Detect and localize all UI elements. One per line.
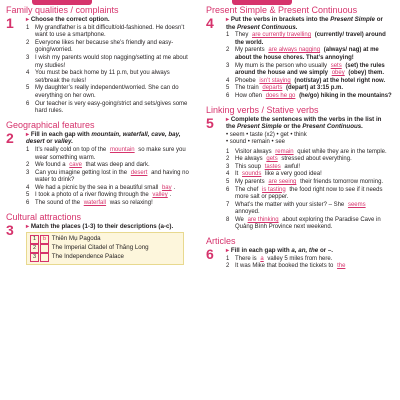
- answer-text: cave: [69, 162, 82, 169]
- list-item: 5 The train departs (depart) at 3:15 p.m.: [226, 85, 344, 92]
- exercise-3: [6, 223, 192, 266]
- answer-text: are always nagging: [268, 47, 321, 54]
- list-item: 4 We had a picnic by the sea in a beautiful small bay .: [26, 184, 176, 191]
- answer-text: are currently travelling: [252, 32, 312, 39]
- exercise-items: [26, 25, 192, 116]
- left-column: [6, 0, 192, 265]
- answer-text: are seeing: [268, 178, 297, 185]
- answer-text: is tasting: [262, 186, 286, 193]
- answer-text: are thinking: [247, 216, 279, 223]
- answer-text: obey: [331, 70, 345, 77]
- exercise-items: [226, 256, 392, 271]
- list-item: 2 Everyone likes her because she’s friendly and easy-going/worried.: [26, 39, 174, 54]
- exercise-5: [206, 116, 392, 233]
- list-item: 1 Visitor always remain quiet while they are in the temple.: [226, 148, 387, 155]
- answer-text: valley: [152, 192, 168, 199]
- exercise-instruction: ▸ Put the verbs in brackets into the Present Simple or the Present Continuous.: [226, 16, 383, 31]
- list-item: 5 I took a photo of a river flowing through the valley .: [26, 192, 172, 199]
- exercise-number: 1: [6, 15, 14, 31]
- list-item: 5 My daughter’s really independent/worried. She can do everything on her own.: [26, 85, 179, 99]
- list-item: 1 They are currently travelling (currently/ travel) around the world.: [226, 32, 386, 46]
- exercise-items: [226, 149, 392, 233]
- word-list: • seem • taste (x2) • get • think • sound • remain • see: [226, 131, 307, 146]
- answer-text: sets: [330, 62, 342, 69]
- answer-text: sounds: [242, 171, 262, 178]
- answer-text: does he go: [265, 92, 296, 99]
- list-item: 3 My mum is the person who usually sets (set) the rules around the house and we simply obey (obey) them.: [226, 62, 385, 77]
- list-item: 6 Our teacher is very easy-going/strict and sets/gives some hard rules.: [26, 100, 188, 115]
- match-row: 3 The Independence Palace: [30, 253, 180, 262]
- answer-text: bay: [161, 184, 172, 191]
- exercise-instruction: ▸ Choose the correct option.: [26, 16, 110, 23]
- list-item: 8 We are thinking about exploring the Paradise Cave in Quảng Bình Province next weekend.: [226, 216, 381, 231]
- list-item: 2 He always gets stressed about everything.: [226, 156, 352, 163]
- exercise-1: [6, 16, 192, 116]
- exercise-4: [206, 16, 392, 101]
- geo-section-title: Geographical features: [6, 119, 95, 130]
- list-item: 6 The sound of the waterfall was so relaxing!: [26, 200, 153, 207]
- exercise-instruction: ▸ Fill in each gap with mountain, waterfall, cave, bay, desert or valley.: [26, 130, 181, 146]
- exercise-number: 5: [206, 114, 214, 131]
- list-item: 2 It was Mike that booked the tickets to the: [226, 263, 346, 270]
- list-item: 6 The chef is tasting the food right now to see if it needs more salt or pepper.: [226, 186, 383, 201]
- list-item: 1 My grandfather is a bit difficult/old-fashioned. He doesn’t want to use a smartphone.: [26, 24, 185, 39]
- answer-text: departs: [262, 85, 283, 92]
- answer-text: seems: [347, 201, 366, 208]
- arrow-icon: ▸: [226, 16, 230, 23]
- answer-text: mountain: [109, 146, 135, 153]
- answer-text: desert: [130, 169, 148, 176]
- answer-box[interactable]: b: [40, 235, 49, 244]
- answer-box[interactable]: [40, 253, 49, 262]
- exercise-number: 2: [6, 129, 14, 146]
- arrow-icon: ▸: [26, 222, 30, 230]
- arrow-icon: ▸: [226, 247, 230, 255]
- tenses-section-title: Present Simple & Present Continuous: [206, 5, 358, 15]
- arrow-icon: ▸: [26, 16, 30, 23]
- answer-text: the: [337, 263, 346, 270]
- exercise-6: [206, 247, 392, 271]
- arrow-icon: ▸: [226, 115, 230, 123]
- exercise-instruction: ▸ Fill in each gap with a, an, the or –.: [226, 247, 334, 255]
- list-item: 4 Phoebe isn’t staying (not/stay) at the hotel right now.: [226, 77, 386, 84]
- answer-text: a: [260, 255, 264, 262]
- exercise-instruction: ▸ Match the places (1-3) to their descriptions (a-c).: [26, 222, 174, 230]
- match-row: 2 The Imperial Citadel of Thăng Long: [30, 244, 180, 253]
- list-item: 1 It’s really cold on top of the mountain so make sure you wear something warm.: [26, 146, 186, 161]
- exercise-number: 4: [206, 15, 214, 31]
- answer-text: isn’t staying: [259, 77, 291, 84]
- list-item: 5 My parents are seeing their friends tomorrow morning.: [226, 178, 384, 185]
- answer-text: gets: [266, 156, 278, 163]
- exercise-number: 6: [206, 246, 214, 263]
- answer-text: waterfall: [83, 200, 107, 207]
- match-row: 1 b Thiên Mụ Pagoda: [30, 235, 180, 244]
- list-item: 6 How often does he go (he/go) hiking in the mountains?: [226, 92, 392, 99]
- answer-box[interactable]: [40, 244, 49, 253]
- list-item: 2 My parents are always nagging (always/ nag) at me about the house chores. That’s annoying!: [226, 47, 379, 61]
- articles-section-title: Articles: [206, 236, 236, 247]
- list-item: 3 Can you imagine getting lost in the desert and having no water to drink?: [26, 169, 189, 184]
- answer-text: tastes: [264, 163, 281, 170]
- list-item: 7 What’s the matter with your sister? – She seems annoyed.: [226, 201, 366, 216]
- list-item: 2 We found a cave that was deep and dark.: [26, 162, 150, 169]
- right-column: [206, 0, 392, 271]
- exercise-number: 3: [6, 221, 14, 238]
- match-box: [26, 232, 184, 265]
- cultural-section-title: Cultural attractions: [6, 211, 82, 222]
- list-item: 4 It sounds like a very good idea!: [226, 171, 322, 178]
- list-item: 3 This soup tastes awful!: [226, 163, 301, 170]
- linking-section-title: Linking verbs / Stative verbs: [206, 104, 319, 115]
- exercise-instruction: ▸ Complete the sentences with the verbs in the list in the Present Simple or the Present Continuous.: [226, 115, 382, 131]
- exercise-items: [26, 147, 192, 208]
- exercise-items: [226, 32, 392, 100]
- list-item: 3 I wish my parents would stop nagging/setting at me about my studies!: [26, 54, 188, 69]
- family-section-title: Family qualities / complaints: [6, 5, 119, 15]
- list-item: 1 There is a valley 5 miles from here.: [226, 255, 333, 262]
- list-item: 4 You must be back home by 11 p.m, but you always set/break the rules!: [26, 70, 170, 84]
- arrow-icon: ▸: [26, 130, 30, 138]
- answer-text: remain: [275, 148, 294, 155]
- exercise-2: [6, 131, 192, 208]
